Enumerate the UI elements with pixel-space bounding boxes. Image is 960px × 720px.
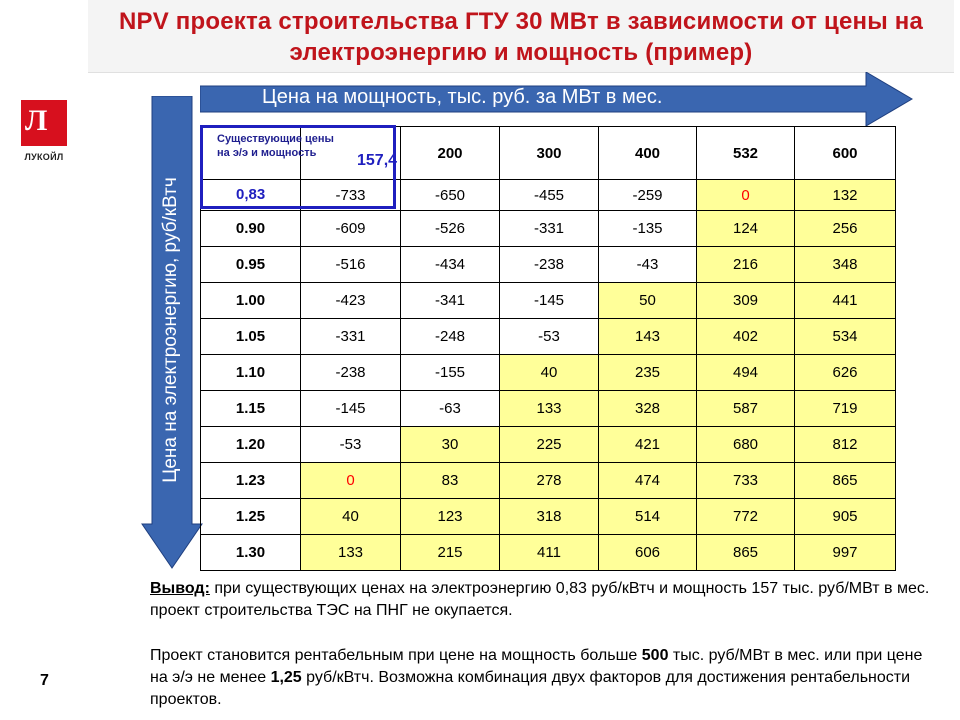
npv-cell: -53 — [500, 319, 599, 355]
row-header: 0.95 — [201, 247, 301, 283]
npv-cell: 40 — [301, 499, 401, 535]
npv-cell: -53 — [301, 427, 401, 463]
npv-cell: 474 — [599, 463, 697, 499]
conclusion — [150, 578, 940, 622]
slide-title: NPV проекта строительства ГТУ 30 МВт в зависимости от цены на электроэнергию и мощность (пример) — [118, 8, 924, 66]
table-row — [201, 180, 896, 211]
npv-cell: 421 — [599, 427, 697, 463]
col-header: 400 — [599, 127, 697, 180]
profitability-energy-threshold: 1,25 — [270, 669, 302, 686]
npv-cell: 143 — [599, 319, 697, 355]
table-row — [201, 247, 896, 283]
row-header: 1.23 — [201, 463, 301, 499]
npv-cell: 606 — [599, 535, 697, 571]
table-row — [201, 319, 896, 355]
table-row — [201, 535, 896, 571]
table-row — [201, 211, 896, 247]
profitability-text-c: тыс. руб/МВт в мес. или при цене на э/э не менее — [150, 647, 923, 686]
npv-cell: 494 — [697, 355, 795, 391]
npv-cell: -516 — [301, 247, 401, 283]
row-header: 1.10 — [201, 355, 301, 391]
npv-cell: -248 — [401, 319, 500, 355]
page-number: 7 — [40, 672, 49, 689]
col-header: 600 — [795, 127, 896, 180]
npv-cell: -331 — [301, 319, 401, 355]
npv-cell: 132 — [795, 180, 896, 211]
table-row — [201, 463, 896, 499]
npv-cell: 997 — [795, 535, 896, 571]
npv-cell: 626 — [795, 355, 896, 391]
npv-cell: 0 — [697, 180, 795, 211]
row-header: 1.25 — [201, 499, 301, 535]
npv-cell: 133 — [301, 535, 401, 571]
npv-cell: 50 — [599, 283, 697, 319]
table-row — [201, 499, 896, 535]
npv-cell: 905 — [795, 499, 896, 535]
npv-table — [200, 126, 896, 571]
npv-cell: -63 — [401, 391, 500, 427]
npv-cell: 812 — [795, 427, 896, 463]
npv-cell: 865 — [795, 463, 896, 499]
npv-cell: 30 — [401, 427, 500, 463]
npv-cell: 309 — [697, 283, 795, 319]
npv-cell: 235 — [599, 355, 697, 391]
energy-axis-label: Цена на электроэнергию, руб/кВтч — [160, 177, 181, 483]
npv-cell: -155 — [401, 355, 500, 391]
current-energy-price: 0,83 — [236, 186, 266, 203]
npv-cell: 348 — [795, 247, 896, 283]
npv-cell: 256 — [795, 211, 896, 247]
npv-cell: -526 — [401, 211, 500, 247]
npv-cell: 328 — [599, 391, 697, 427]
table-row — [201, 355, 896, 391]
npv-cell: 225 — [500, 427, 599, 463]
npv-cell: 318 — [500, 499, 599, 535]
npv-cell: -43 — [599, 247, 697, 283]
row-header: 1.15 — [201, 391, 301, 427]
conclusion-heading: Вывод: — [150, 580, 210, 597]
row-header: 1.20 — [201, 427, 301, 463]
npv-cell: 865 — [697, 535, 795, 571]
power-axis-label: Цена на мощность, тыс. руб. за МВт в мес. — [262, 86, 663, 108]
npv-cell: 124 — [697, 211, 795, 247]
col-header: 300 — [500, 127, 599, 180]
npv-cell: -259 — [599, 180, 697, 211]
npv-cell: 215 — [401, 535, 500, 571]
npv-cell: -238 — [301, 355, 401, 391]
conclusion-text: при существующих ценах на электроэнергию 0,83 руб/кВтч и мощность 157 тыс. руб/МВт в мес. проект строительства ТЭС на ПНГ не окупается. — [150, 580, 930, 619]
npv-cell: -238 — [500, 247, 599, 283]
npv-cell: -434 — [401, 247, 500, 283]
profitability-text-e: руб/кВтч. Возможна комбинация двух факторов для достижения рентабельности проектов. — [150, 669, 911, 708]
lukoil-logo-icon: Л — [21, 100, 67, 146]
lukoil-logo — [18, 100, 70, 180]
npv-cell: -733 — [301, 180, 401, 211]
npv-cell: 587 — [697, 391, 795, 427]
npv-cell: 402 — [697, 319, 795, 355]
row-header: 1.05 — [201, 319, 301, 355]
npv-cell: -609 — [301, 211, 401, 247]
table-row — [201, 391, 896, 427]
row-header: 0.90 — [201, 211, 301, 247]
row-header: 1.30 — [201, 535, 301, 571]
npv-cell: 123 — [401, 499, 500, 535]
col-header: 200 — [401, 127, 500, 180]
npv-cell: 514 — [599, 499, 697, 535]
npv-cell: 133 — [500, 391, 599, 427]
npv-cell: 534 — [795, 319, 896, 355]
npv-cell: 441 — [795, 283, 896, 319]
npv-cell: -135 — [599, 211, 697, 247]
current-prices-note: Существующие цены на э/э и мощность — [217, 133, 334, 159]
row-header: 1.00 — [201, 283, 301, 319]
npv-cell: 772 — [697, 499, 795, 535]
npv-cell: 680 — [697, 427, 795, 463]
npv-cell: -423 — [301, 283, 401, 319]
npv-cell: 0 — [301, 463, 401, 499]
profitability-note — [150, 645, 940, 711]
npv-cell: -145 — [301, 391, 401, 427]
npv-cell: 733 — [697, 463, 795, 499]
npv-cell: 216 — [697, 247, 795, 283]
current-power-price: 157,4 — [357, 152, 398, 169]
col-header: 532 — [697, 127, 795, 180]
table-row — [201, 427, 896, 463]
npv-cell: 411 — [500, 535, 599, 571]
npv-cell: -650 — [401, 180, 500, 211]
npv-cell: -145 — [500, 283, 599, 319]
npv-cell: 40 — [500, 355, 599, 391]
npv-cell: 719 — [795, 391, 896, 427]
npv-cell: 83 — [401, 463, 500, 499]
npv-cell: -341 — [401, 283, 500, 319]
profitability-text-a: Проект становится рентабельным при цене на мощность больше — [150, 647, 642, 664]
table-row — [201, 283, 896, 319]
logo-text: ЛУКОЙЛ — [24, 152, 64, 162]
npv-cell: -331 — [500, 211, 599, 247]
npv-cell: -455 — [500, 180, 599, 211]
profitability-power-threshold: 500 — [641, 647, 669, 664]
npv-cell: 278 — [500, 463, 599, 499]
